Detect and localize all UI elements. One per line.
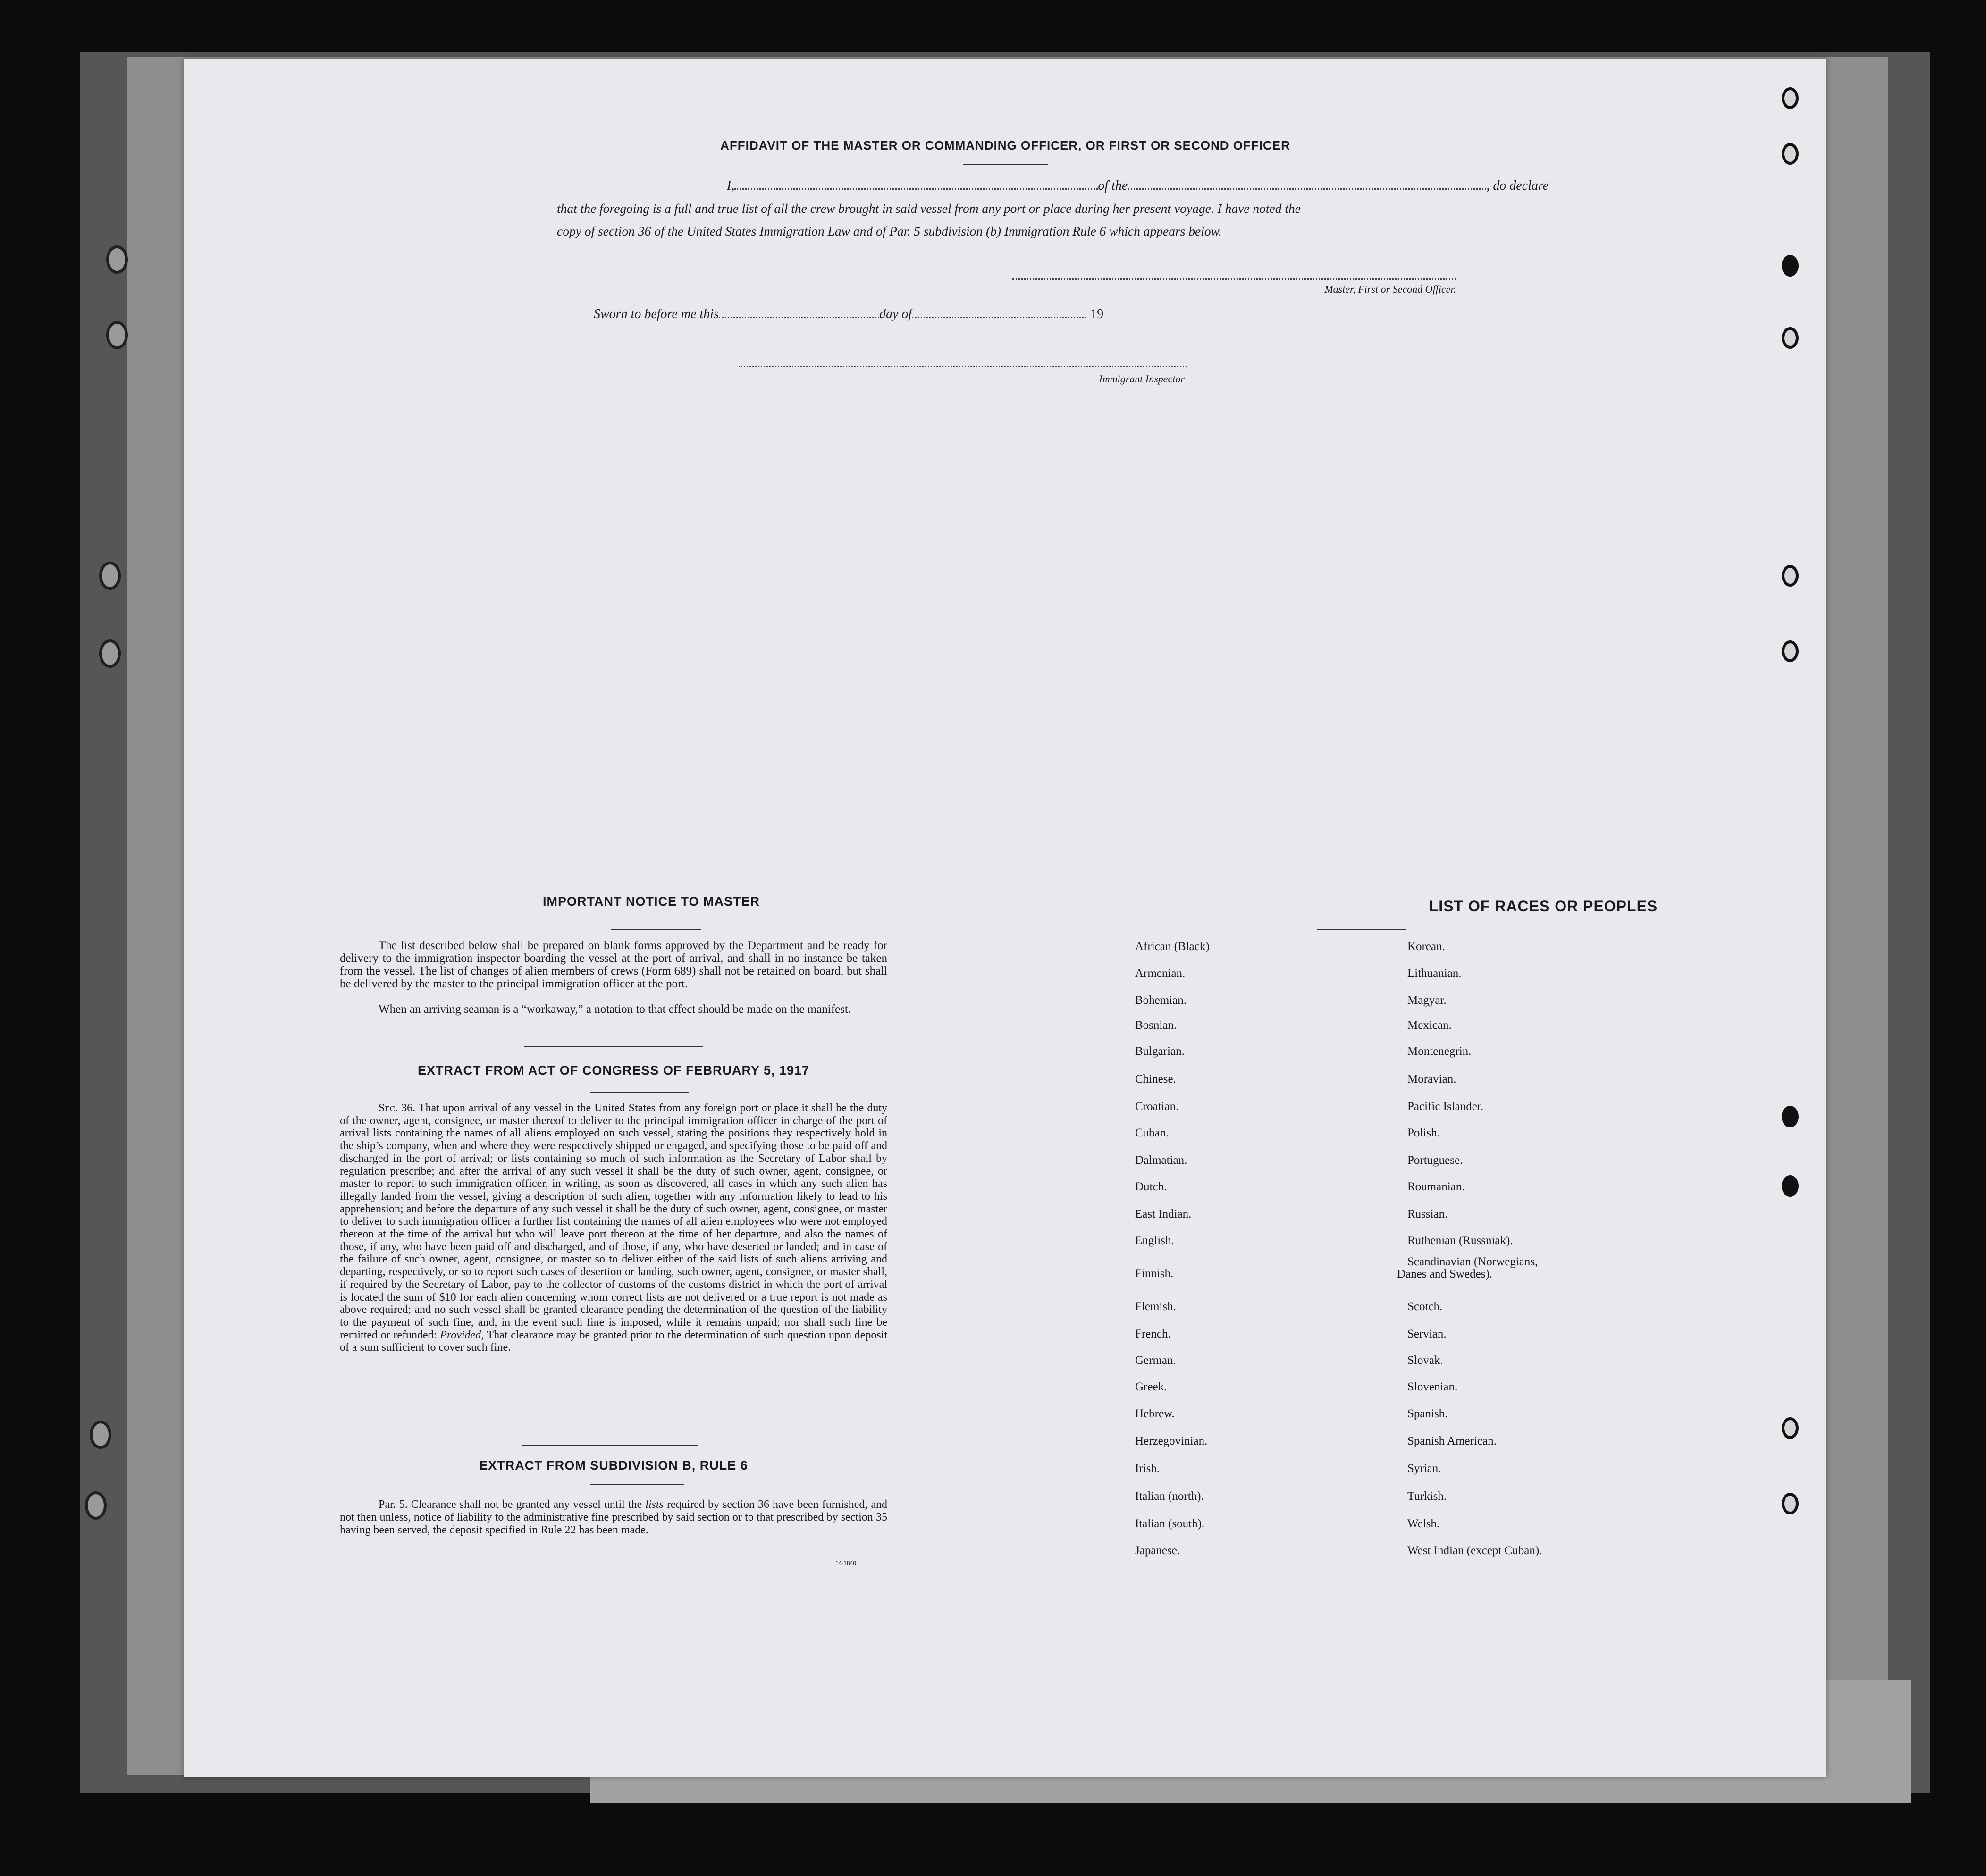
document-page — [184, 59, 1826, 1777]
par-5-text — [340, 1498, 887, 1537]
race-item: Flemish. — [1135, 1300, 1176, 1313]
affidavit-do-declare: , do declare — [1486, 178, 1549, 193]
race-item: English. — [1135, 1234, 1174, 1247]
notice-paragraph-1: The list described below shall be prepared on blank forms approved by the Department and be ready for delivery to the immigration inspector boarding the vessel at the port of arrival, and shall in no instance be taken from the vessel. The list of changes of alien members of crews (Form 689) shall not be retained on board, but shall be delivered by the master to the principal immigration officer at the port. — [340, 939, 887, 990]
binding-hole-icon — [99, 639, 121, 668]
race-item: Finnish. — [1135, 1267, 1174, 1280]
race-item: Scandinavian (Norwegians, — [1407, 1255, 1538, 1268]
punch-hole-icon — [1782, 1106, 1799, 1127]
race-item: Polish. — [1407, 1127, 1440, 1139]
binding-hole-icon — [106, 245, 128, 274]
race-item: Japanese. — [1135, 1544, 1180, 1557]
race-item: Ruthenian (Russniak). — [1407, 1234, 1513, 1247]
race-item: Turkish. — [1407, 1490, 1447, 1503]
race-item: Armenian. — [1135, 967, 1186, 980]
divider — [590, 1092, 689, 1093]
race-item: Roumanian. — [1407, 1180, 1465, 1193]
inspector-label: Immigrant Inspector — [1099, 373, 1185, 385]
binding-hole-icon — [106, 321, 128, 349]
race-item: Mexican. — [1407, 1019, 1452, 1032]
race-item: Spanish American. — [1407, 1435, 1497, 1447]
affidavit-text-line2: that the foregoing is a full and true list of all the crew brought in said vessel from any port or place during her present voyage. I have noted the — [557, 201, 1301, 216]
sworn-day-of: day of — [879, 307, 912, 321]
binding-hole-icon — [90, 1421, 111, 1449]
master-name-field[interactable] — [734, 188, 1098, 190]
divider — [524, 1046, 703, 1047]
divider — [1317, 929, 1406, 930]
sworn-year: 19 — [1090, 307, 1104, 321]
race-item: Dalmatian. — [1135, 1154, 1187, 1167]
race-item: African (Black) — [1135, 940, 1210, 953]
binding-hole-icon — [85, 1491, 107, 1520]
punch-hole-icon — [1782, 1417, 1799, 1439]
sworn-line — [594, 307, 1103, 322]
race-item: French. — [1135, 1328, 1171, 1340]
punch-hole-icon — [1782, 327, 1799, 349]
extract-rule-title: EXTRACT FROM SUBDIVISION B, RULE 6 — [479, 1458, 748, 1472]
race-item: Lithuanian. — [1407, 967, 1462, 980]
punch-hole-icon — [1782, 255, 1799, 277]
divider — [963, 164, 1048, 165]
provided-word: Provided, — [440, 1329, 484, 1341]
signature-line[interactable] — [1012, 278, 1456, 280]
race-item: Chinese. — [1135, 1073, 1176, 1085]
race-item: Moravian. — [1407, 1073, 1456, 1085]
race-item: Welsh. — [1407, 1517, 1440, 1530]
race-item: Irish. — [1135, 1462, 1160, 1475]
race-item: Scotch. — [1407, 1300, 1443, 1313]
race-item: Bohemian. — [1135, 994, 1187, 1007]
inspector-signature-line[interactable] — [739, 366, 1187, 367]
race-item: Cuban. — [1135, 1127, 1169, 1139]
race-item: Portuguese. — [1407, 1154, 1463, 1167]
punch-hole-icon — [1782, 87, 1799, 109]
section-36-text — [340, 1102, 887, 1354]
extract-act-title: EXTRACT FROM ACT OF CONGRESS OF FEBRUARY 5, 1917 — [417, 1063, 810, 1077]
race-item: Slovenian. — [1407, 1380, 1458, 1393]
sworn-text: Sworn to before me this — [594, 307, 719, 321]
race-item: West Indian (except Cuban). — [1407, 1544, 1542, 1557]
sworn-month-field[interactable] — [912, 317, 1086, 318]
affidavit-i: I, — [727, 178, 735, 193]
race-item: Greek. — [1135, 1380, 1167, 1393]
race-item: Croatian. — [1135, 1100, 1179, 1113]
affidavit-of-the: of the — [1098, 178, 1128, 193]
race-item: Servian. — [1407, 1328, 1447, 1340]
race-item: East Indian. — [1135, 1208, 1192, 1220]
punch-hole-icon — [1782, 565, 1799, 587]
par-5-body-end: required by section 36 have been furnished, and not then unless, notice of liability to the administrative fine prescribed by said section or to that prescribed by section 35 having been served, the deposit specified in Rule 22 has been made. — [340, 1498, 888, 1536]
form-number: 14-1840 — [835, 1560, 857, 1566]
race-item: Pacific Islander. — [1407, 1100, 1484, 1113]
race-item: Magyar. — [1407, 994, 1447, 1007]
notice-title: IMPORTANT NOTICE TO MASTER — [543, 894, 760, 909]
signature-label: Master, First or Second Officer. — [1324, 283, 1456, 295]
binding-hole-icon — [99, 562, 121, 590]
affidavit-text-line3: copy of section 36 of the United States Immigration Law and of Par. 5 subdivision (b) Immigration Rule 6 which appears below. — [557, 224, 1222, 238]
race-item: German. — [1135, 1354, 1176, 1367]
race-item-continuation: Danes and Swedes). — [1397, 1268, 1493, 1280]
race-item: Dutch. — [1135, 1180, 1167, 1193]
section-36-body: That upon arrival of any vessel in the United States from any foreign port or place it shall be the duty of the owner, agent, consignee, or master thereof to deliver to the principal immigration officer in charge of the port of arrival lists containing the names of all aliens employed on such vessel, stating the positions they respectively hold in the ship’s company, when and where they were respectively shipped or engaged, and specifying those to be paid off and discharged in the port of arrival; or lists containing so much of such information as the Secretary of Labor shall by regulation prescribe; and after the arrival of any such vessel it shall be the duty of such owner, agent, consignee, or master to report to such immigration officer, in writing, as soon as discovered, all cases in which any such alien has illegally landed from the vessel, giving a description of such alien, together with any information likely to lead to his apprehension; and before the departure of any such vessel it shall be the duty of such owner, agent, consignee, or master to deliver to such immigration officer a further list containing the names of all alien employees who were not employed thereon at the time of the arrival but who will leave port thereon at the time of her departure, and also the names of those, if any, who have been paid off and discharged, and of those, if any, who have deserted or landed; and in case of the failure of such owner, agent, consignee, or master so to deliver either of the said lists of such aliens arriving and departing, respectively, or so to report such cases of desertion or landing, such owner, agent, consignee, or master shall, if required by the Secretary of Labor, pay to the collector of customs of the customs district in which the port of arrival is located the sum of $10 for each alien concerning whom correct lists are not delivered or a true report is not made as above required; and no such vessel shall be granted clearance pending the determination of the question of the liability to the payment of such fine, and, in the event such fine is imposed, while it remains unpaid; nor shall such fine be remitted or refunded: — [340, 1102, 887, 1341]
par-5-body: Par. 5. Clearance shall not be granted any vessel until the — [379, 1498, 642, 1511]
race-item: Hebrew. — [1135, 1407, 1175, 1420]
vessel-name-field[interactable] — [1128, 188, 1486, 190]
race-item: Syrian. — [1407, 1462, 1441, 1475]
sworn-day-field[interactable] — [719, 317, 879, 318]
race-item: Herzegovinian. — [1135, 1435, 1208, 1447]
divider — [522, 1445, 698, 1446]
punch-hole-icon — [1782, 1175, 1799, 1197]
affidavit-declaration-line — [557, 175, 1652, 197]
races-title: LIST OF RACES OR PEOPLES — [1429, 898, 1658, 915]
race-item: Bulgarian. — [1135, 1045, 1185, 1058]
section-label: Sec. 36. — [379, 1102, 416, 1114]
race-item: Russian. — [1407, 1208, 1448, 1220]
race-item: Korean. — [1407, 940, 1445, 953]
divider — [590, 1484, 684, 1485]
lists-word: lists — [645, 1498, 664, 1511]
race-item: Slovak. — [1407, 1354, 1443, 1367]
punch-hole-icon — [1782, 640, 1799, 662]
affidavit-title: AFFIDAVIT OF THE MASTER OR COMMANDING OFFICER, OR FIRST OR SECOND OFFICER — [720, 138, 1290, 152]
race-item: Montenegrin. — [1407, 1045, 1472, 1058]
notice-paragraph-2: When an arriving seaman is a “workaway,” a notation to that effect should be made on the manifest. — [379, 1003, 851, 1016]
race-item: Italian (north). — [1135, 1490, 1204, 1503]
race-item: Italian (south). — [1135, 1517, 1205, 1530]
race-item: Spanish. — [1407, 1407, 1448, 1420]
race-item: Bosnian. — [1135, 1019, 1177, 1032]
punch-hole-icon — [1782, 1493, 1799, 1514]
divider — [611, 929, 701, 930]
section-36-body-end: That clearance may be granted prior to the determination of such question upon deposit of a sum sufficient to cover such fine. — [340, 1329, 888, 1354]
